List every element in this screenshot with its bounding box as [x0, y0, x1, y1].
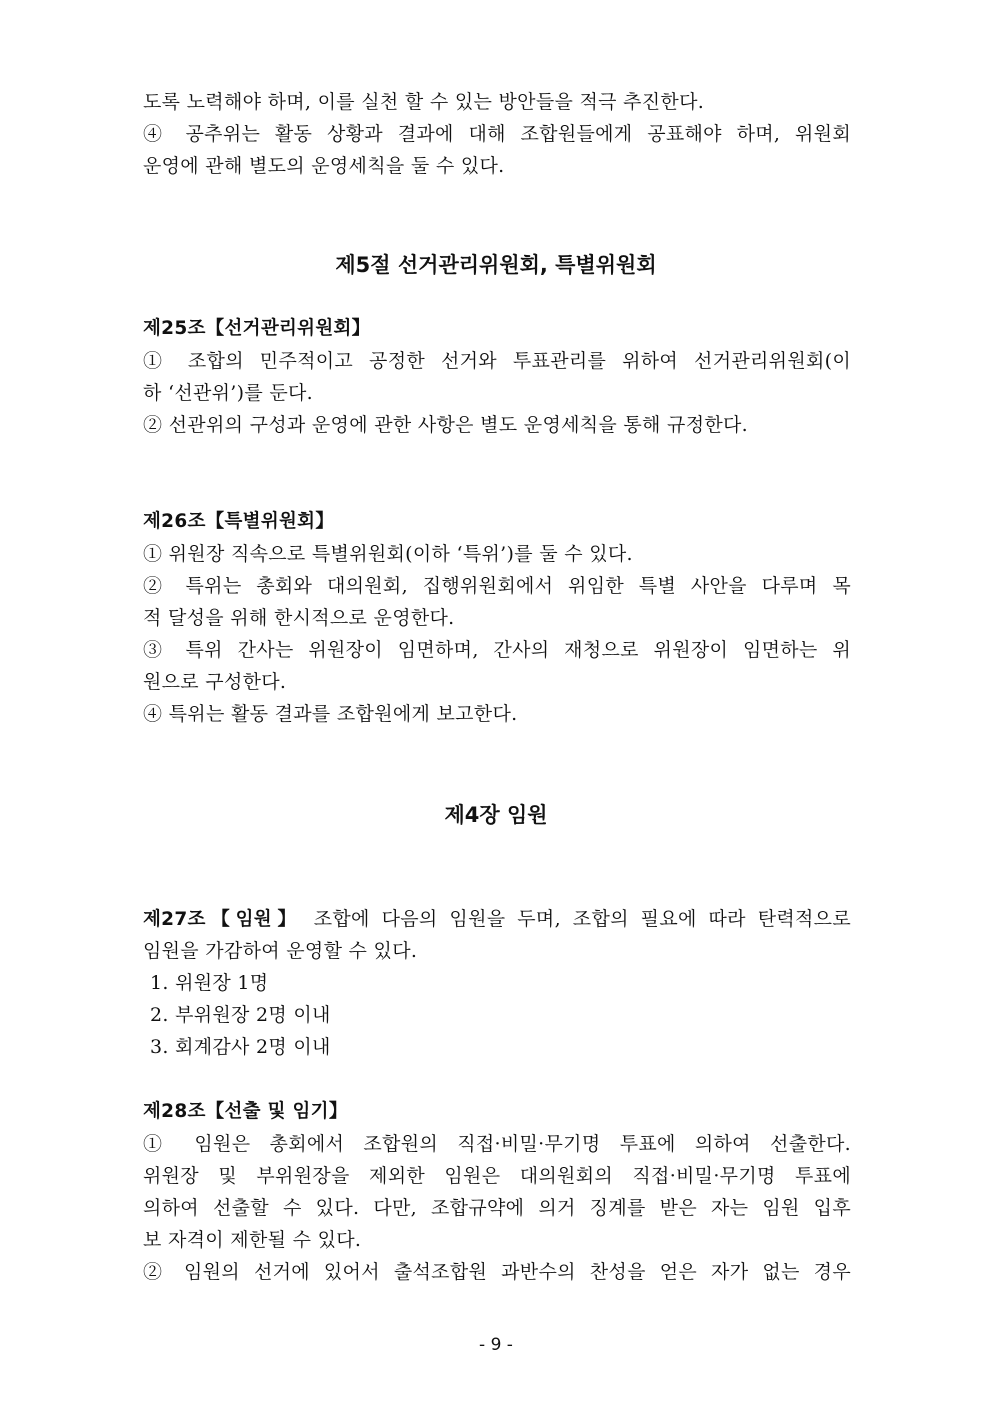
text-line: 임원을 가감하여 운영할 수 있다.	[143, 940, 418, 962]
text-line: ① 조합의 민주적이고 공정한 선거와 투표관리를 위하여 선거관리위원회(이	[143, 350, 851, 372]
text-line: ③ 특위 간사는 위원장이 임면하며, 간사의 재청으로 위원장이 임면하는 위	[143, 639, 851, 661]
text-line: 위원장 및 부위원장을 제외한 임원은 대의원회의 직접·비밀·무기명 투표에	[143, 1165, 851, 1187]
list-item: 3. 회계감사 2명 이내	[150, 1036, 331, 1058]
article-title: 제25조【선거관리위원회】	[143, 318, 371, 339]
article-title: 제27조【임원】	[143, 909, 302, 930]
section-heading: 제5절 선거관리위원회, 특별위원회	[335, 253, 657, 277]
list-item: 2. 부위원장 2명 이내	[150, 1004, 331, 1026]
text-line: 원으로 구성한다.	[143, 671, 287, 693]
list-item: 1. 위원장 1명	[150, 972, 269, 994]
chapter-heading: 제4장 임원	[444, 803, 548, 827]
text-line: 운영에 관해 별도의 운영세칙을 둘 수 있다.	[143, 155, 505, 177]
text-line: ④ 공추위는 활동 상황과 결과에 대해 조합원들에게 공표해야 하며, 위원회	[143, 123, 851, 145]
text-line: ① 위원장 직속으로 특별위원회(이하 ‘특위’)를 둘 수 있다.	[143, 543, 633, 565]
text-line: ① 임원은 총회에서 조합원의 직접·비밀·무기명 투표에 의하여 선출한다.	[143, 1133, 851, 1155]
article-paragraph	[143, 903, 851, 936]
text-line: ② 선관위의 구성과 운영에 관한 사항은 별도 운영세칙을 통해 규정한다.	[143, 414, 749, 436]
text-line: ② 임원의 선거에 있어서 출석조합원 과반수의 찬성을 얻은 자가 없는 경우	[143, 1261, 851, 1283]
text-line: 의하여 선출할 수 있다. 다만, 조합규약에 의거 징계를 받은 자는 임원 입후	[143, 1197, 851, 1219]
text-line: ④ 특위는 활동 결과를 조합원에게 보고한다.	[143, 703, 518, 725]
text-line: ② 특위는 총회와 대의원회, 집행위원회에서 위임한 특별 사안을 다루며 목	[143, 575, 851, 597]
text-line: 적 달성을 위해 한시적으로 운영한다.	[143, 607, 455, 629]
article-title: 제28조【선출 및 임기】	[143, 1101, 348, 1122]
page-number: - 9 -	[479, 1335, 513, 1355]
text-line: 도록 노력해야 하며, 이를 실천 할 수 있는 방안들을 적극 추진한다.	[143, 91, 705, 113]
text-line: 보 자격이 제한될 수 있다.	[143, 1229, 362, 1251]
article-text: 조합에 다음의 임원을 두며, 조합의 필요에 따라 탄력적으로	[313, 908, 851, 930]
article-title: 제26조【특별위원회】	[143, 511, 335, 532]
text-line: 하 ‘선관위’)를 둔다.	[143, 382, 313, 404]
